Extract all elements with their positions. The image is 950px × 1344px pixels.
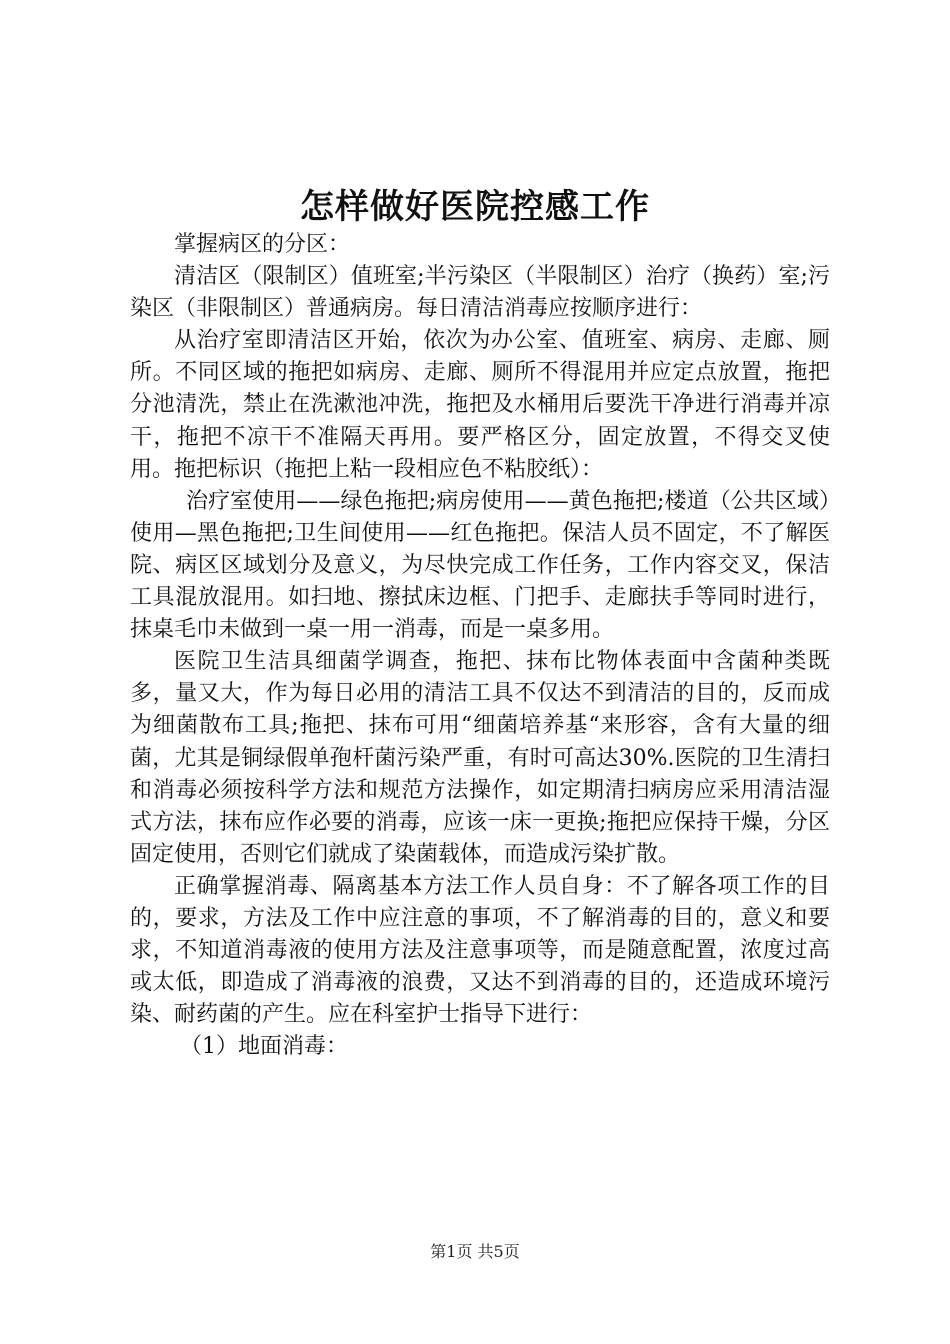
paragraph-zone-definition: 清洁区（限制区）值班室;半污染区（半限制区）治疗（换药）室;污染区（非限制区）普通病房。每日清洁消毒应按顺序进行： — [130, 264, 830, 322]
page-footer: 第1页 共5页 — [430, 1242, 520, 1261]
paragraph-bacteria-survey: 医院卫生洁具细菌学调查，拖把、抹布比物体表面中含菌种类既多，量又大，作为每日必用的清洁工具不仅达不到清洁的目的，反而成为细菌散布工具;拖把、抹布可用“细菌培养基“来形容，含有大量的细菌，尤其是铜绿假单孢杆菌污染严重，有时可高达30%.医院的卫生清扫和消毒必须按科学方法和规范方法操作，如定期清扫病房应采用清洁湿式方法，抹布应作必要的消毒，应该一床一更换;拖把应保持干燥，分区固定使用，否则它们就成了染菌载体，而造成污染扩散。 — [130, 649, 830, 867]
paragraph-floor-disinfection: （1）地面消毒： — [180, 1034, 348, 1060]
paragraph-cleaning-order: 从治疗室即清洁区开始，依次为办公室、值班室、病房、走廊、厕所。不同区域的拖把如病房、走廊、厕所不得混用并应定点放置，拖把分池清洗，禁止在洗漱池冲洗，拖把及水桶用后要洗干净进行消毒并凉干，拖把不凉干不准隔天再用。要严格区分，固定放置，不得交叉使用。拖把标识（拖把上粘一段相应色不粘胶纸）： — [130, 328, 830, 482]
document-body — [130, 229, 830, 1063]
paragraph-zone-heading: 掌握病区的分区： — [174, 232, 351, 257]
paragraph-mop-colors: 治疗室使用——绿色拖把;病房使用——黄色拖把;楼道（公共区域）使用—黑色拖把;卫生间使用——红色拖把。保洁人员不固定，不了解医院、病区区域划分及意义，为尽快完成工作任务，工作内容交叉，保洁工具混放混用。如扫地、擦拭床边框、门把手、走廊扶手等同时进行，抹桌毛巾未做到一桌一用一消毒，而是一桌多用。 — [130, 488, 830, 643]
paragraph-disinfection-methods: 正确掌握消毒、隔离基本方法工作人员自身：不了解各项工作的目的，要求，方法及工作中应注意的事项，不了解消毒的目的，意义和要求，不知道消毒液的使用方法及注意事项等，而是随意配置，浓度过高或太低，即造成了消毒液的浪费，又达不到消毒的目的，还造成环境污染、耐药菌的产生。应在科室护士指导下进行： — [130, 873, 830, 1028]
document-title: 怎样做好医院控感工作 — [300, 187, 650, 227]
